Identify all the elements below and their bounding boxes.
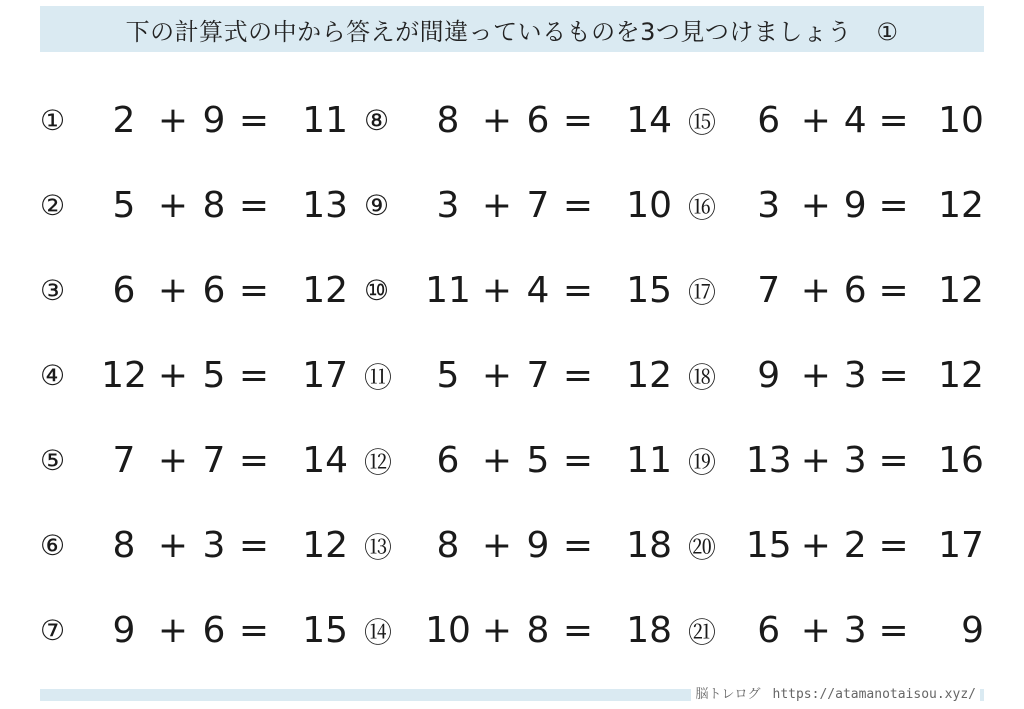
- answer: 14: [302, 440, 348, 481]
- plus-operator: +: [157, 610, 189, 651]
- problem-item: [688, 503, 984, 588]
- operand-a: 6: [112, 270, 136, 311]
- answer: 12: [302, 270, 348, 311]
- operand-b: 6: [202, 270, 226, 311]
- plus-operator: +: [157, 270, 189, 311]
- operand-a: 12: [101, 355, 147, 396]
- problem-number: ⑤: [40, 444, 66, 477]
- answer: 13: [302, 185, 348, 226]
- answer: 18: [626, 610, 672, 651]
- plus-operator: +: [157, 525, 189, 566]
- operand-b: 6: [202, 610, 226, 651]
- problem-number: ①: [40, 104, 66, 137]
- answer: 10: [938, 100, 984, 141]
- equals-sign: =: [878, 270, 909, 311]
- operand-a: 6: [757, 610, 781, 651]
- answer: 12: [302, 525, 348, 566]
- answer: 11: [626, 440, 672, 481]
- plus-operator: +: [481, 270, 513, 311]
- equals-sign: =: [878, 440, 909, 481]
- problem-item: [40, 333, 364, 418]
- operand-b: 3: [843, 355, 867, 396]
- problem-number: ③: [40, 274, 66, 307]
- problem-item: [688, 78, 984, 163]
- equals-sign: =: [238, 185, 270, 226]
- plus-operator: +: [800, 100, 831, 141]
- operand-b: 3: [202, 525, 226, 566]
- equals-sign: =: [878, 355, 909, 396]
- plus-operator: +: [481, 440, 513, 481]
- problem-grid: [40, 78, 984, 673]
- problem-item: [364, 333, 688, 418]
- operand-a: 7: [757, 270, 781, 311]
- problem-item: [40, 78, 364, 163]
- operand-a: 7: [112, 440, 136, 481]
- problem-item: [364, 418, 688, 503]
- problem-item: [688, 333, 984, 418]
- equals-sign: =: [562, 100, 594, 141]
- page-title: 下の計算式の中から答えが間違っているものを3つ見つけましょう ①: [125, 17, 899, 46]
- problem-item: [364, 503, 688, 588]
- plus-operator: +: [157, 100, 189, 141]
- equals-sign: =: [562, 270, 594, 311]
- equals-sign: =: [562, 185, 594, 226]
- equals-sign: =: [878, 100, 909, 141]
- operand-a: 10: [425, 610, 471, 651]
- problem-item: [364, 163, 688, 248]
- plus-operator: +: [800, 270, 831, 311]
- operand-a: 15: [745, 525, 792, 566]
- plus-operator: +: [157, 355, 189, 396]
- answer: 12: [626, 355, 672, 396]
- answer: 16: [938, 440, 984, 481]
- equals-sign: =: [878, 185, 909, 226]
- answer: 10: [626, 185, 672, 226]
- answer: 12: [938, 355, 984, 396]
- operand-a: 6: [436, 440, 460, 481]
- plus-operator: +: [481, 355, 513, 396]
- operand-b: 5: [202, 355, 226, 396]
- problem-number: ⑦: [40, 614, 66, 647]
- problem-number: ⑳: [688, 530, 717, 564]
- equals-sign: =: [238, 100, 270, 141]
- problem-number: ⑲: [688, 445, 717, 479]
- plus-operator: +: [800, 610, 831, 651]
- answer: 12: [938, 185, 984, 226]
- operand-a: 9: [757, 355, 781, 396]
- operand-a: 8: [112, 525, 136, 566]
- equals-sign: =: [878, 610, 909, 651]
- operand-a: 8: [436, 525, 460, 566]
- plus-operator: +: [481, 610, 513, 651]
- site-url[interactable]: https://atamanotaisou.xyz/: [772, 687, 976, 702]
- answer: 12: [938, 270, 984, 311]
- title-bar: [40, 6, 984, 52]
- problem-number: ②: [40, 189, 66, 222]
- answer: 15: [302, 610, 348, 651]
- operand-a: 3: [757, 185, 781, 226]
- problem-number: ⑥: [40, 529, 66, 562]
- operand-b: 2: [843, 525, 867, 566]
- problem-number: ⑫: [364, 445, 393, 479]
- problem-item: [364, 78, 688, 163]
- operand-a: 13: [745, 440, 792, 481]
- operand-a: 5: [112, 185, 136, 226]
- problem-number: ⑩: [364, 274, 390, 307]
- operand-b: 7: [202, 440, 226, 481]
- operand-a: 3: [436, 185, 460, 226]
- operand-b: 7: [526, 185, 550, 226]
- plus-operator: +: [481, 525, 513, 566]
- problem-number: ⑮: [688, 105, 717, 139]
- equals-sign: =: [238, 610, 270, 651]
- footer-credit: [691, 683, 980, 702]
- site-name: 脳トレログ: [695, 687, 761, 702]
- operand-a: 8: [436, 100, 460, 141]
- problem-item: [40, 418, 364, 503]
- problem-item: [688, 163, 984, 248]
- plus-operator: +: [157, 440, 189, 481]
- operand-b: 5: [526, 440, 550, 481]
- equals-sign: =: [562, 355, 594, 396]
- operand-b: 3: [843, 440, 867, 481]
- plus-operator: +: [481, 100, 513, 141]
- answer: 15: [626, 270, 672, 311]
- operand-b: 8: [202, 185, 226, 226]
- operand-b: 4: [843, 100, 867, 141]
- operand-b: 8: [526, 610, 550, 651]
- equals-sign: =: [238, 440, 270, 481]
- problem-item: [364, 248, 688, 333]
- problem-number: ④: [40, 359, 66, 392]
- problem-item: [688, 248, 984, 333]
- equals-sign: =: [238, 270, 270, 311]
- operand-b: 3: [843, 610, 867, 651]
- equals-sign: =: [562, 525, 594, 566]
- operand-a: 5: [436, 355, 460, 396]
- problem-item: [364, 588, 688, 673]
- problem-item: [688, 588, 984, 673]
- problem-item: [40, 588, 364, 673]
- problem-number: ⑧: [364, 104, 390, 137]
- answer: 14: [626, 100, 672, 141]
- answer: 17: [302, 355, 348, 396]
- answer: 11: [302, 100, 348, 141]
- problem-item: [40, 503, 364, 588]
- answer: 17: [938, 525, 984, 566]
- operand-b: 6: [843, 270, 867, 311]
- operand-b: 9: [526, 525, 550, 566]
- plus-operator: +: [800, 185, 831, 226]
- equals-sign: =: [238, 525, 270, 566]
- operand-a: 6: [757, 100, 781, 141]
- operand-b: 7: [526, 355, 550, 396]
- answer: 18: [626, 525, 672, 566]
- problem-number: ⑯: [688, 190, 717, 224]
- problem-number: ⑰: [688, 275, 717, 309]
- operand-a: 11: [425, 270, 471, 311]
- operand-a: 2: [112, 100, 136, 141]
- equals-sign: =: [238, 355, 270, 396]
- equals-sign: =: [562, 440, 594, 481]
- problem-number: ⑭: [364, 615, 393, 649]
- operand-b: 4: [526, 270, 550, 311]
- problem-item: [40, 163, 364, 248]
- operand-b: 6: [526, 100, 550, 141]
- problem-item: [40, 248, 364, 333]
- answer: 9: [961, 610, 984, 651]
- equals-sign: =: [878, 525, 909, 566]
- problem-number: ⑱: [688, 360, 717, 394]
- equals-sign: =: [562, 610, 594, 651]
- plus-operator: +: [800, 525, 831, 566]
- operand-b: 9: [202, 100, 226, 141]
- problem-number: ⑬: [364, 530, 393, 564]
- problem-item: [688, 418, 984, 503]
- operand-a: 9: [112, 610, 136, 651]
- problem-number: ⑪: [364, 360, 393, 394]
- plus-operator: +: [481, 185, 513, 226]
- problem-number: ⑨: [364, 189, 390, 222]
- plus-operator: +: [157, 185, 189, 226]
- operand-b: 9: [843, 185, 867, 226]
- plus-operator: +: [800, 440, 831, 481]
- plus-operator: +: [800, 355, 831, 396]
- problem-number: ㉑: [688, 615, 717, 649]
